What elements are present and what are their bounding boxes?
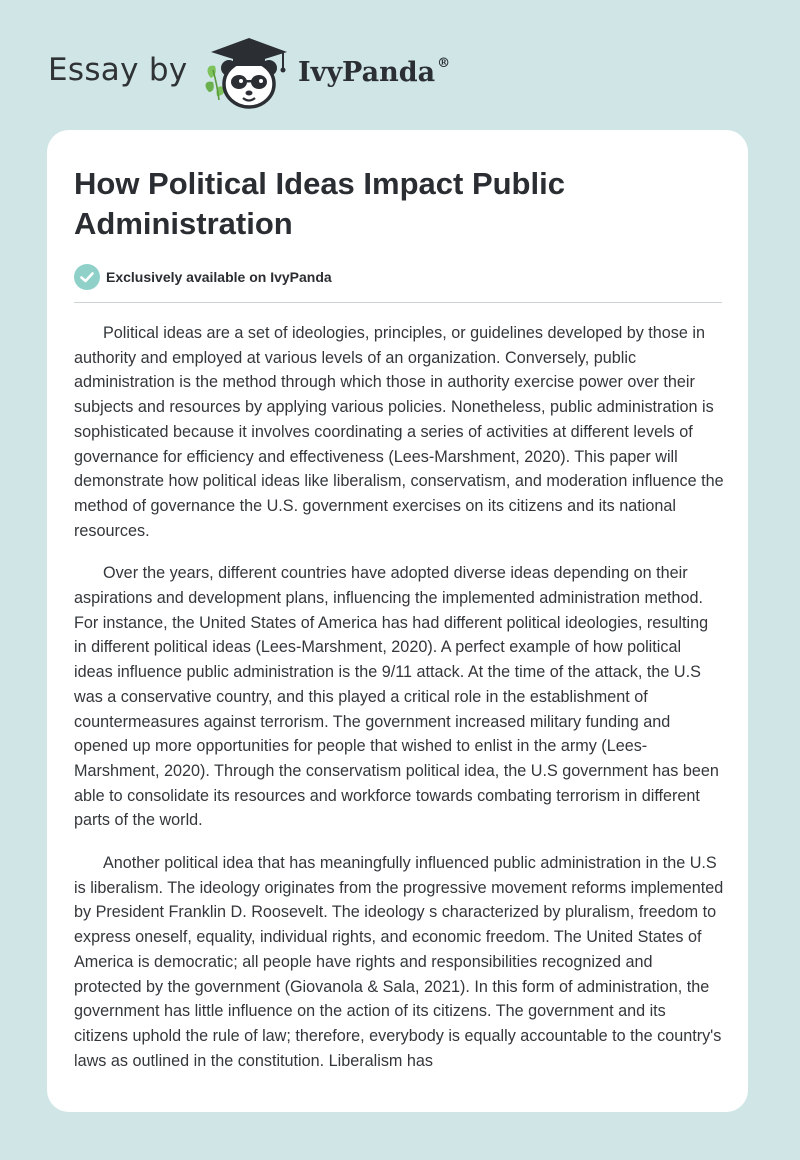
registered-mark: ® (437, 56, 451, 71)
brand-name (298, 56, 450, 88)
divider (74, 302, 722, 303)
paragraph-3: Another political idea that has meaningfully influenced public administration in the U.S is liberalism. The ideology originates from the progressive movement reforms implemented by President Franklin D. Roosevelt. The ideology s characterized by pluralism, freedom to express oneself, equality, individual rights, and economic freedom. The United States of America is democratic; all people have rights and responsibilities recognized and protected by the government (Giovanola & Sala, 2021). In this form of administration, the government has little influence on the action of its citizens. The government and its citizens uphold the rule of law; therefore, everybody is equally accountable to the country's laws as outlined in the constitution. Liberalism has (74, 854, 724, 1070)
check-circle-icon (74, 264, 100, 290)
brand-prefix: Essay by (48, 52, 188, 88)
essay-card (47, 130, 748, 1112)
panda-graduate-logo-icon (203, 34, 295, 114)
essay-body (74, 321, 724, 1091)
badge-text: Exclusively available on IvyPanda (106, 269, 332, 285)
paragraph-2: Over the years, different countries have adopted diverse ideas depending on their aspirations and development plans, influencing the implemented administration method. For instance, the United States of America has had different political ideologies, resulting in different political ideas (Lees-Marshment, 2020). A perfect example of how political ideas influence public administration is the 9/11 attack. At the time of the attack, the U.S was a conservative country, and this played a critical role in the establishment of countermeasures against terrorism. The government increased military funding and opened up more opportunities for people that wished to enlist in the army (Lees-Marshment, 2020). Through the conservatism political idea, the U.S government has been able to consolidate its resources and workforce towards combating terrorism in different parts of the world. (74, 564, 719, 830)
page-title: How Political Ideas Impact Public Administration (74, 166, 565, 241)
brand-header[interactable] (48, 34, 548, 114)
paragraph-1: Political ideas are a set of ideologies, principles, or guidelines developed by those in authority and employed at various levels of an organization. Conversely, public administration is the method through which those in authority exercise power over their subjects and resources by applying various policies. Nonetheless, public administration is sophisticated because it involves coordinating a series of activities at different levels of governance for efficiency and effectiveness (Lees-Marshment, 2020). This paper will demonstrate how political ideas like liberalism, conservatism, and moderation influence the method of governance the U.S. government exercises on its citizens and its national resources. (74, 324, 724, 540)
brand-name-text: IvyPanda (298, 57, 436, 88)
